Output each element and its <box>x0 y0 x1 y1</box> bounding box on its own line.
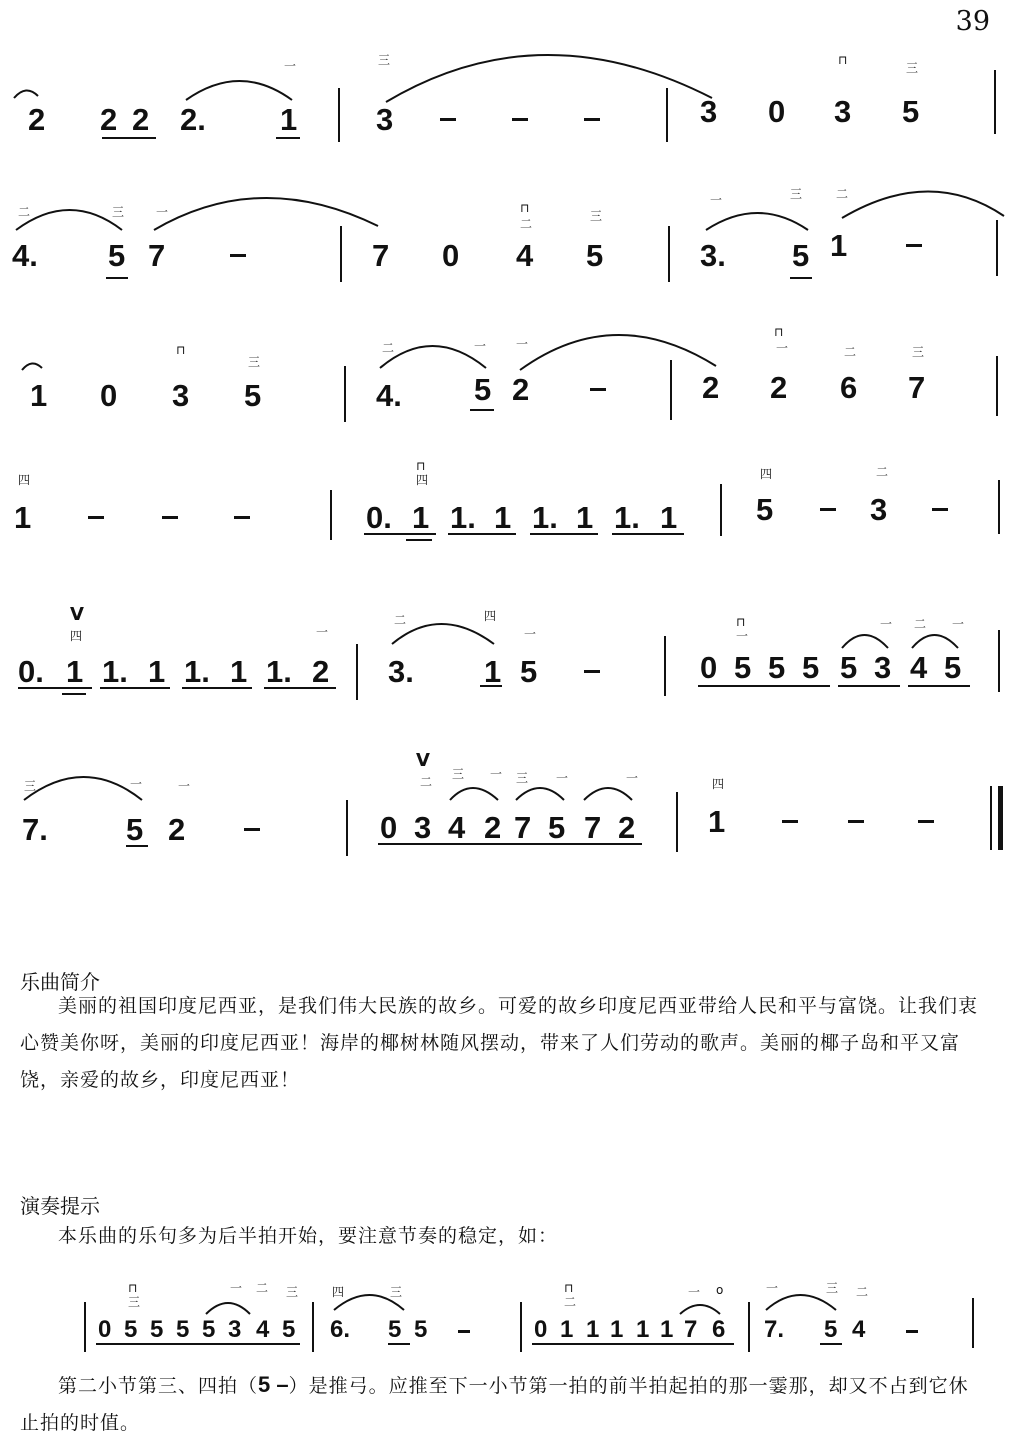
score-row-3 <box>0 326 1020 426</box>
note-4-dotted: 4. <box>12 238 38 273</box>
note-6-dotted: 6. <box>330 1316 351 1343</box>
note-4: 4 <box>256 1316 270 1343</box>
note-1: 1 <box>14 500 32 535</box>
note-2: 2 <box>168 812 186 847</box>
fingering-3: 三 <box>826 1281 839 1295</box>
note-5: 5 <box>388 1316 402 1343</box>
note-2: 2 <box>702 370 720 405</box>
down-bow-icon: ⊓ <box>176 343 186 357</box>
note-2-dotted: 2. <box>180 102 206 137</box>
fingering-3: 三 <box>112 205 125 219</box>
fingering-4: 四 <box>484 609 497 623</box>
fingering-3: 三 <box>286 1285 299 1299</box>
note-3: 3 <box>228 1316 242 1343</box>
note-4: 4 <box>910 650 928 685</box>
fingering-1: 一 <box>776 341 789 355</box>
note-0-dotted: 0. <box>18 654 44 689</box>
down-bow-icon: ⊓ <box>564 1281 574 1295</box>
note-7: 7 <box>148 238 166 273</box>
fingering-1: 一 <box>516 337 529 351</box>
fingering-2: 二 <box>382 341 395 355</box>
note-7-dotted: 7. <box>22 812 48 847</box>
note-3: 3 <box>172 378 190 413</box>
note-5: 5 <box>824 1316 838 1343</box>
note-2: 2 <box>28 102 46 137</box>
score-row-5 <box>0 600 1020 700</box>
note-1-dotted: 1. <box>450 500 476 535</box>
up-bow-icon: V <box>416 750 430 771</box>
note-4: 4 <box>852 1316 866 1343</box>
note-1: 1 <box>148 654 166 689</box>
note-3-dotted: 3. <box>700 238 726 273</box>
note-1: 1 <box>576 500 594 535</box>
note-5: 5 <box>548 810 566 845</box>
note-4-dotted: 4. <box>376 378 402 413</box>
note-5: 5 <box>734 650 752 685</box>
fingering-2: 二 <box>394 613 407 627</box>
fingering-4: 四 <box>760 467 773 481</box>
fingering-1: 一 <box>766 1281 779 1295</box>
fingering-3: 三 <box>390 1285 403 1299</box>
intro-heading: 乐曲简介 <box>20 970 100 994</box>
note-6: 6 <box>712 1316 726 1343</box>
fingering-1: 一 <box>316 625 329 639</box>
note-2: 2 <box>770 370 788 405</box>
tips-note-suffix: ）是推弓。应推至下一小节第一拍的前半拍起拍的那一霎那，却又不占到它休止拍的时值。 <box>20 1375 969 1434</box>
note-1: 1 <box>708 804 726 839</box>
score-row-4 <box>0 459 1020 556</box>
note-5: 5 <box>126 812 144 847</box>
note-7: 7 <box>514 810 532 845</box>
fingering-2: 二 <box>856 1285 869 1299</box>
note-5: 5 <box>840 650 858 685</box>
fingering-3: 三 <box>516 771 529 785</box>
fingering-3: 三 <box>452 767 465 781</box>
note-1: 1 <box>412 500 430 535</box>
tips-note-prefix: 第二小节第三、四拍（ <box>58 1375 259 1397</box>
tips-note-example: 5 – <box>258 1372 289 1397</box>
note-0: 0 <box>100 378 118 413</box>
fingering-2: 二 <box>520 217 533 231</box>
score-row-2 <box>0 187 1020 290</box>
open-string-icon: o <box>716 1283 724 1297</box>
fingering-1: 一 <box>178 779 191 793</box>
fingering-1: 一 <box>490 767 503 781</box>
fingering-1: 一 <box>524 627 537 641</box>
fingering-3: 三 <box>24 779 37 793</box>
note-1: 1 <box>280 102 298 137</box>
note-5: 5 <box>768 650 786 685</box>
fingering-4: 四 <box>712 777 725 791</box>
fingering-4: 四 <box>70 629 83 643</box>
note-6: 6 <box>840 370 858 405</box>
fingering-1: 一 <box>952 617 965 631</box>
fingering-2: 二 <box>256 1281 269 1295</box>
down-bow-icon: ⊓ <box>520 201 530 215</box>
note-5: 5 <box>756 492 774 527</box>
note-3: 3 <box>874 650 892 685</box>
score-row-6 <box>0 750 1020 860</box>
fingering-1: 一 <box>130 777 143 791</box>
note-2: 2 <box>132 102 150 137</box>
fingering-2: 二 <box>420 775 433 789</box>
note-5: 5 <box>474 372 492 407</box>
fingering-1: 一 <box>710 193 723 207</box>
fingering-3: 三 <box>912 345 925 359</box>
fingering-2: 二 <box>18 205 31 219</box>
fingering-1: 一 <box>284 59 297 73</box>
note-1-dotted: 1. <box>532 500 558 535</box>
note-7: 7 <box>684 1316 698 1343</box>
note-4: 4 <box>516 238 534 273</box>
row-6-lines <box>0 750 1020 860</box>
note-5: 5 <box>802 650 820 685</box>
note-1-dotted: 1. <box>266 654 292 689</box>
note-2: 2 <box>484 810 502 845</box>
note-3: 3 <box>376 102 394 137</box>
fingering-2: 二 <box>914 617 927 631</box>
fingering-3: 三 <box>248 355 261 369</box>
note-0: 0 <box>534 1316 548 1343</box>
note-0: 0 <box>442 238 460 273</box>
note-5: 5 <box>282 1316 296 1343</box>
example-staff <box>0 1280 1020 1360</box>
note-1: 1 <box>230 654 248 689</box>
tips-paragraph: 本乐曲的乐句多为后半拍开始，要注意节奏的稳定，如： <box>58 1225 559 1247</box>
note-5: 5 <box>520 654 538 689</box>
down-bow-icon: ⊓ <box>838 53 848 67</box>
note-5: 5 <box>902 94 920 129</box>
note-0: 0 <box>98 1316 112 1343</box>
note-3: 3 <box>414 810 432 845</box>
note-7: 7 <box>908 370 926 405</box>
up-bow-icon: V <box>70 604 84 625</box>
note-5: 5 <box>108 238 126 273</box>
intro-paragraph: 美丽的祖国印度尼西亚，是我们伟大民族的故乡。可爱的故乡印度尼西亚带给人民和平与富饶。让我们衷心赞美你呀，美丽的印度尼西亚！海岸的椰树林随风摆动，带来了人们劳动的歌声。美丽的椰子岛和平又富饶，亲爱的故乡，印度尼西亚！ <box>20 995 979 1091</box>
down-bow-icon: ⊓ <box>416 459 426 473</box>
note-3: 3 <box>870 492 888 527</box>
fingering-1: 一 <box>626 771 639 785</box>
fingering-1: 一 <box>230 1281 243 1295</box>
note-5: 5 <box>944 650 962 685</box>
note-1: 1 <box>610 1316 624 1343</box>
note-4: 4 <box>448 810 466 845</box>
note-1: 1 <box>494 500 512 535</box>
fingering-1: 一 <box>156 205 169 219</box>
note-5: 5 <box>414 1316 428 1343</box>
row-3-slurs <box>0 326 1020 426</box>
note-2: 2 <box>512 372 530 407</box>
down-bow-icon: ⊓ <box>736 615 746 629</box>
note-5: 5 <box>176 1316 190 1343</box>
note-1-dotted: 1. <box>614 500 640 535</box>
note-3: 3 <box>700 94 718 129</box>
down-bow-icon: ⊓ <box>774 325 784 339</box>
row-1-slurs <box>0 60 1020 150</box>
note-5: 5 <box>586 238 604 273</box>
fingering-2: 二 <box>876 465 889 479</box>
down-bow-icon: ⊓ <box>128 1281 138 1295</box>
note-0: 0 <box>700 650 718 685</box>
note-1: 1 <box>830 228 848 263</box>
note-1: 1 <box>660 1316 674 1343</box>
note-3-dotted: 3. <box>388 654 414 689</box>
note-5: 5 <box>150 1316 164 1343</box>
note-2: 2 <box>618 810 636 845</box>
fingering-2: 二 <box>844 345 857 359</box>
fingering-1: 一 <box>556 771 569 785</box>
note-0-dotted: 0. <box>366 500 392 535</box>
tips-note-paragraph <box>20 1366 988 1442</box>
note-1: 1 <box>560 1316 574 1343</box>
fingering-1: 一 <box>880 617 893 631</box>
tips-heading: 演奏提示 <box>20 1194 100 1218</box>
note-1-dotted: 1. <box>184 654 210 689</box>
fingering-4: 四 <box>332 1285 345 1299</box>
fingering-1: 一 <box>736 629 749 643</box>
fingering-1: 一 <box>474 339 487 353</box>
note-1-dotted: 1. <box>102 654 128 689</box>
fingering-2: 二 <box>836 187 849 201</box>
note-1: 1 <box>636 1316 650 1343</box>
fingering-3: 三 <box>790 187 803 201</box>
note-7-dotted: 7. <box>764 1316 785 1343</box>
note-1: 1 <box>660 500 678 535</box>
note-5: 5 <box>202 1316 216 1343</box>
note-1: 1 <box>30 378 48 413</box>
note-2: 2 <box>312 654 330 689</box>
page-number: 39 <box>955 6 990 37</box>
fingering-3: 三 <box>906 61 919 75</box>
note-1: 1 <box>586 1316 600 1343</box>
note-5: 5 <box>124 1316 138 1343</box>
fingering-2: 二 <box>564 1295 577 1309</box>
note-3: 3 <box>834 94 852 129</box>
note-7: 7 <box>372 238 390 273</box>
fingering-3: 三 <box>378 53 391 67</box>
note-1: 1 <box>66 654 84 689</box>
score-row-1 <box>0 53 1020 150</box>
note-5: 5 <box>792 238 810 273</box>
note-5: 5 <box>244 378 262 413</box>
fingering-1: 一 <box>688 1285 701 1299</box>
note-0: 0 <box>768 94 786 129</box>
fingering-4: 四 <box>416 473 429 487</box>
fingering-3: 三 <box>590 209 603 223</box>
note-7: 7 <box>584 810 602 845</box>
note-2: 2 <box>100 102 118 137</box>
note-1: 1 <box>484 654 502 689</box>
fingering-3: 三 <box>128 1295 141 1309</box>
note-0: 0 <box>380 810 398 845</box>
fingering-4: 四 <box>18 473 31 487</box>
